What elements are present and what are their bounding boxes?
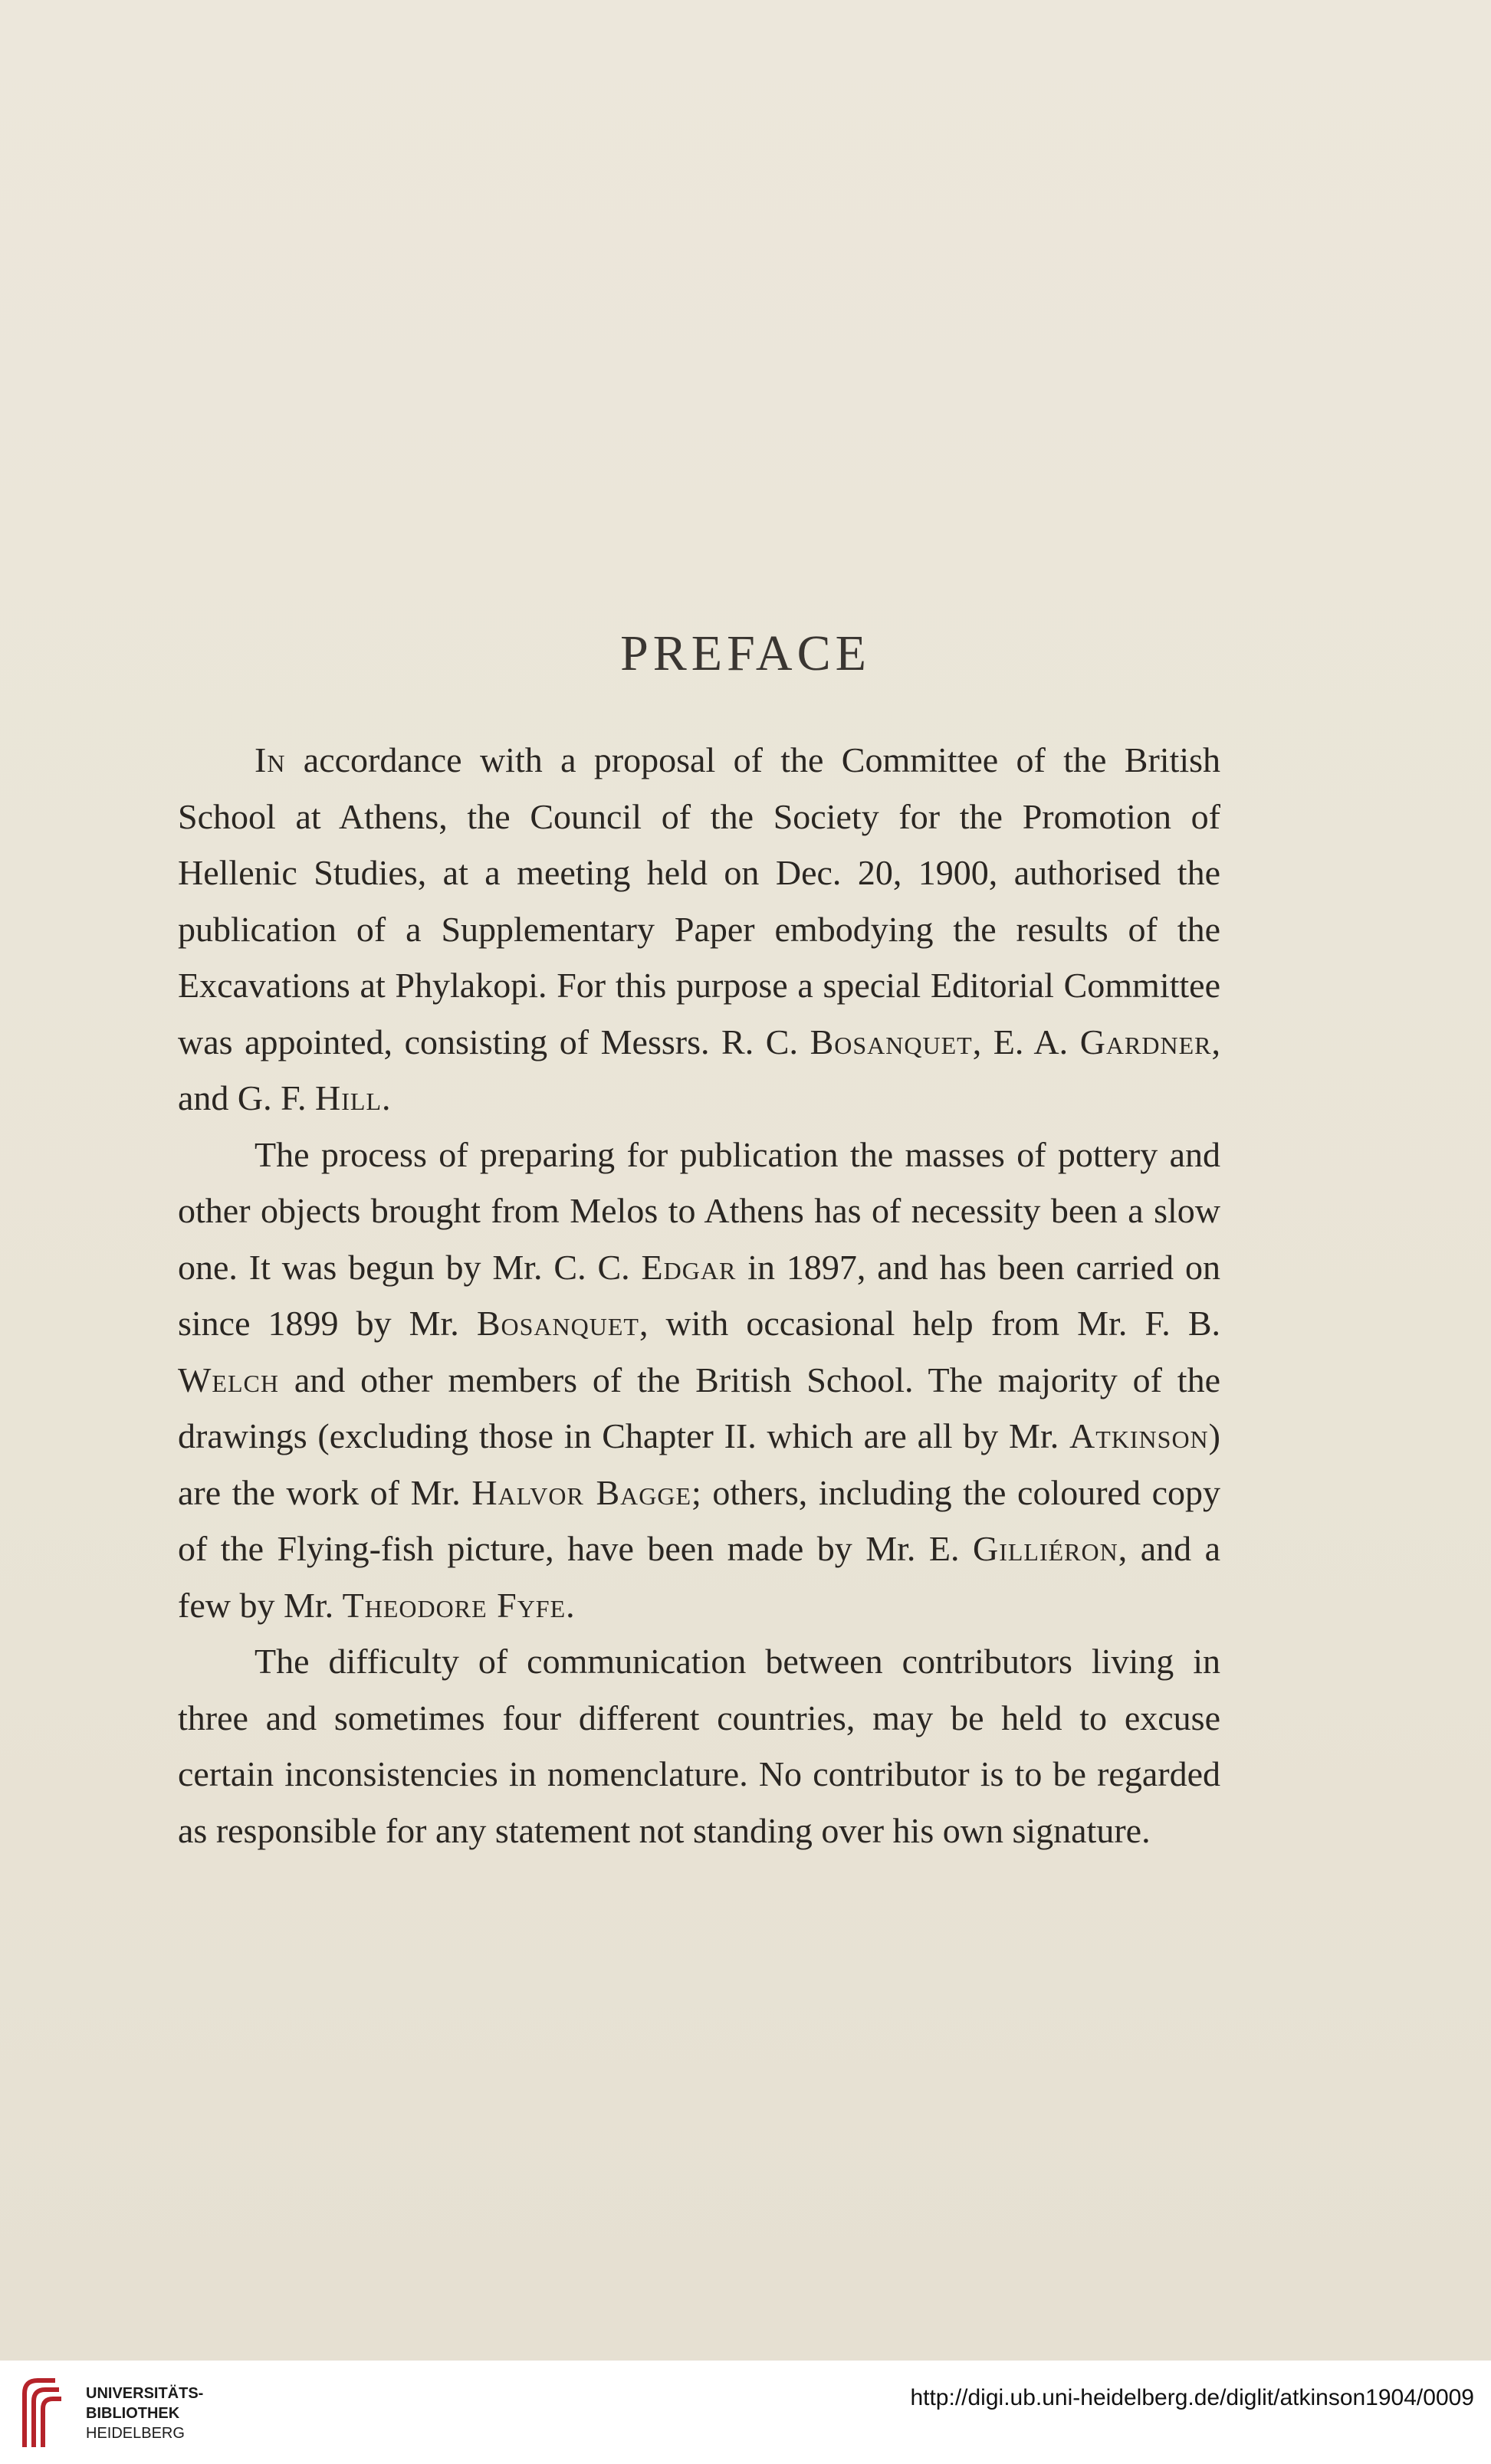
paragraph-2 bbox=[178, 1127, 1220, 1634]
text-run: , and G. F. bbox=[178, 1022, 1220, 1117]
text-run: , with occasional help from Mr. F. B. bbox=[639, 1304, 1220, 1343]
small-caps-name: Bosanquet bbox=[810, 1022, 973, 1061]
small-caps-name: Bosanquet bbox=[476, 1304, 639, 1343]
small-caps-name: In bbox=[255, 740, 286, 779]
library-logo-icon bbox=[17, 2374, 63, 2451]
library-name-line-1: UNIVERSITÄTS- bbox=[86, 2385, 204, 2402]
small-caps-name: Hill bbox=[315, 1078, 383, 1117]
text-run: . bbox=[382, 1078, 391, 1117]
source-url-link[interactable]: http://digi.ub.uni-heidelberg.de/diglit/atkinson1904/0009 bbox=[910, 2385, 1474, 2410]
text-run: ; others, including the coloured copy of the Flying-fish picture, have been made by Mr. E. bbox=[178, 1472, 1220, 1568]
text-run: . bbox=[566, 1585, 575, 1625]
text-run: , E. A. bbox=[972, 1022, 1080, 1061]
text-run: The difficulty of communication between contributors living in three and sometimes four different countries, may be held to excuse certain inconsistencies in nomenclature. No contributor is to be regarded as responsible for any statement not standing over his own signature. bbox=[178, 1642, 1220, 1850]
small-caps-name: Halvor Bagge bbox=[471, 1472, 692, 1512]
paragraph-3 bbox=[178, 1633, 1220, 1859]
library-footer bbox=[0, 2361, 1491, 2464]
library-name-line-2: BIBLIOTHEK bbox=[86, 2405, 180, 2422]
library-name-line-3: HEIDELBERG bbox=[86, 2425, 185, 2442]
paragraph-1 bbox=[178, 732, 1220, 1127]
text-run: accordance with a proposal of the Committee of the British School at Athens, the Council of the Society for the Promotion of Hellenic Studies, at a meeting held on Dec. 20, 1900, authorised the publication of a Supplementary Paper embodying the results of the Excavations at Phylakopi. For this purpose a special Editorial Committee was appointed, consisting of Messrs. R. C. bbox=[178, 740, 1220, 1061]
small-caps-name: Welch bbox=[178, 1360, 279, 1399]
small-caps-name: Gardner bbox=[1079, 1022, 1212, 1061]
text-run: , and a few by Mr. bbox=[178, 1529, 1220, 1625]
small-caps-name: Atkinson bbox=[1069, 1416, 1209, 1455]
text-run: and other members of the British School. The majority of the drawings (excluding those in Chapter II. which are all by Mr. bbox=[178, 1360, 1220, 1455]
library-name bbox=[86, 2384, 203, 2443]
page-title: PREFACE bbox=[620, 625, 871, 681]
text-run: ) are the work of Mr. bbox=[178, 1416, 1220, 1512]
text-run: The process of preparing for publication the masses of pottery and other objects brought from Melos to Athens has of necessity been a slow one. It was begun by Mr. C. C. bbox=[178, 1134, 1220, 1287]
text-run: in 1897, and has been carried on since 1899 by Mr. bbox=[178, 1247, 1220, 1343]
preface-body bbox=[178, 732, 1220, 1859]
small-caps-name: Theodore Fyfe bbox=[342, 1585, 567, 1625]
small-caps-name: Edgar bbox=[641, 1247, 737, 1287]
small-caps-name: Gilliéron bbox=[972, 1529, 1118, 1568]
